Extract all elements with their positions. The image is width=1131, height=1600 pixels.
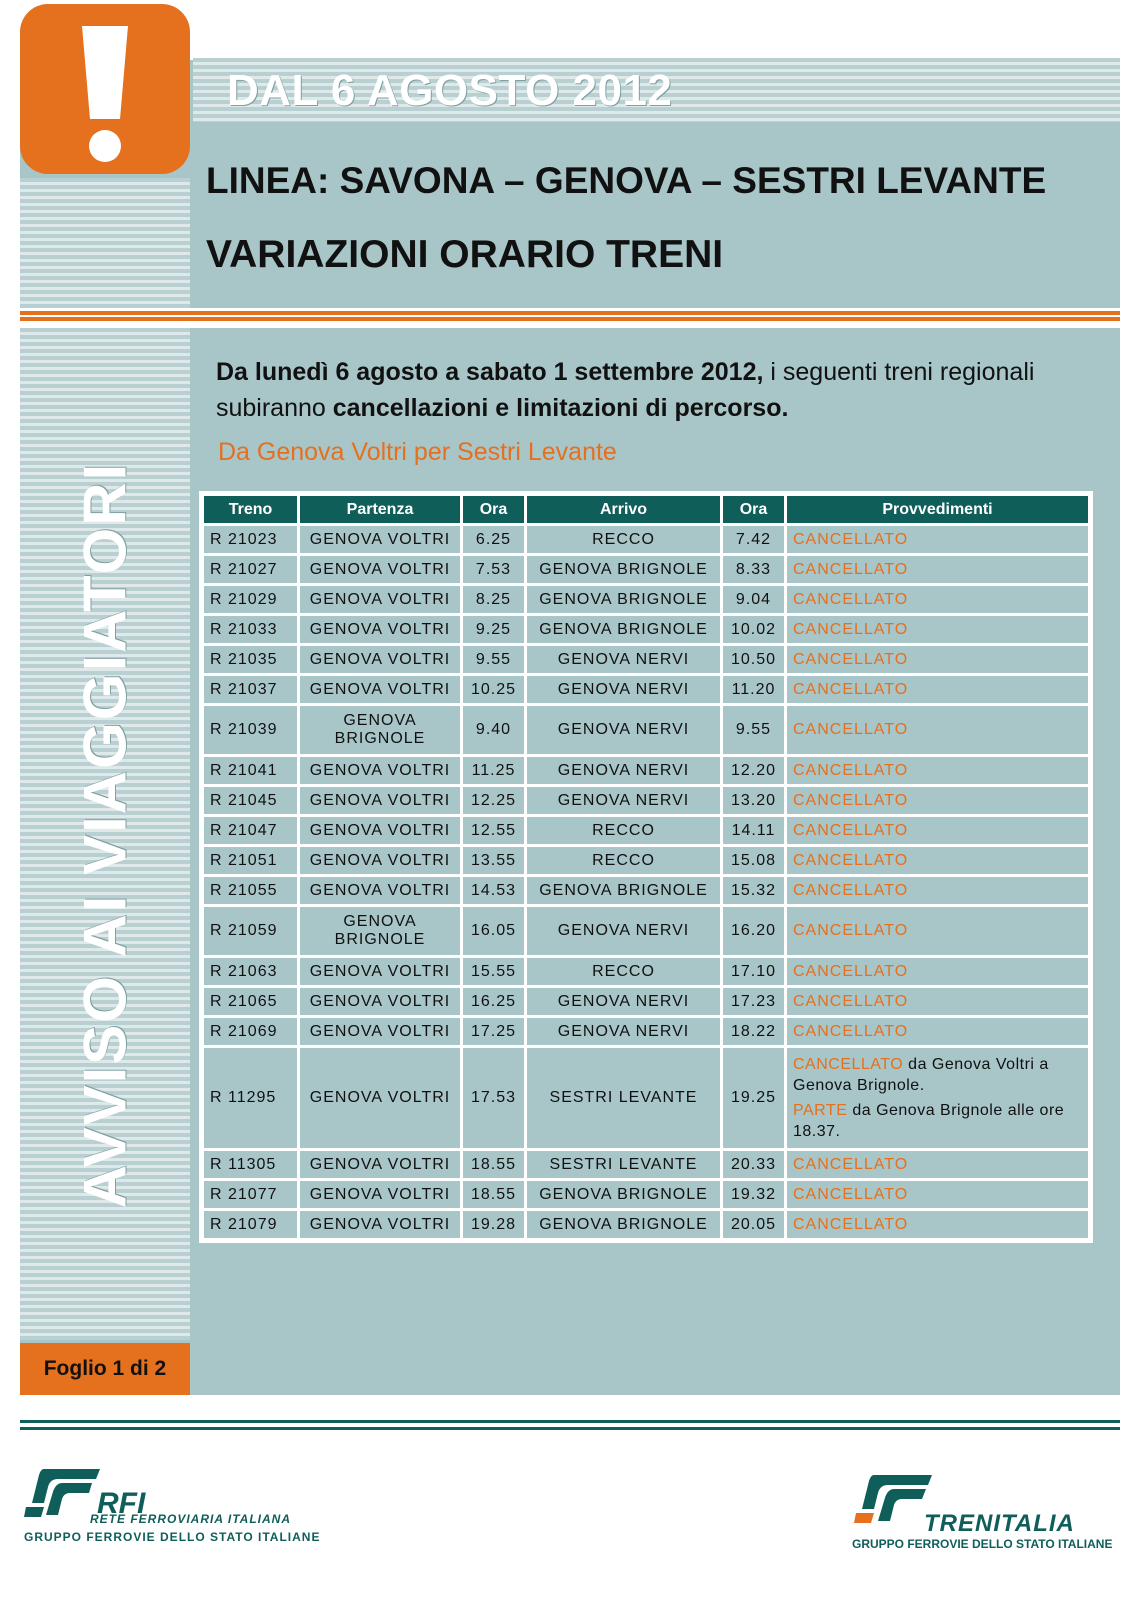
- cell-arr-time: 13.20: [723, 787, 784, 814]
- cell-departure: GENOVA VOLTRI: [300, 1181, 460, 1208]
- cell-arrival: RECCO: [527, 958, 720, 985]
- cell-measure: CANCELLATO: [787, 877, 1088, 904]
- cell-dep-time: 16.05: [463, 907, 524, 955]
- cell-dep-time: 19.28: [463, 1211, 524, 1238]
- cell-arr-time: 20.05: [723, 1211, 784, 1238]
- cell-departure: GENOVA VOLTRI: [300, 958, 460, 985]
- cell-train: R 21023: [204, 526, 297, 553]
- table-row: [204, 1151, 1088, 1178]
- cell-train: R 21047: [204, 817, 297, 844]
- cell-arr-time: 20.33: [723, 1151, 784, 1178]
- trenitalia-group: GRUPPO FERROVIE DELLO STATO ITALIANE: [852, 1537, 1113, 1551]
- cell-departure: GENOVA VOLTRI: [300, 676, 460, 703]
- cell-arrival: GENOVA NERVI: [527, 1018, 720, 1045]
- cell-arr-time: 10.50: [723, 646, 784, 673]
- table-row: [204, 817, 1088, 844]
- cell-arrival: GENOVA NERVI: [527, 988, 720, 1015]
- cell-arrival: GENOVA NERVI: [527, 646, 720, 673]
- measure-line: [793, 1100, 1082, 1142]
- cell-dep-time: 9.40: [463, 706, 524, 754]
- cell-dep-time: 14.53: [463, 877, 524, 904]
- cell-departure: GENOVA BRIGNOLE: [300, 907, 460, 955]
- cell-train: R 21051: [204, 847, 297, 874]
- table-row: [204, 1048, 1088, 1148]
- cell-dep-time: 12.55: [463, 817, 524, 844]
- rfi-group: GRUPPO FERROVIE DELLO STATO ITALIANE: [24, 1530, 321, 1544]
- cell-dep-time: 10.25: [463, 676, 524, 703]
- cell-arrival: GENOVA BRIGNOLE: [527, 877, 720, 904]
- measure-keyword: PARTE: [793, 1102, 848, 1119]
- rfi-name: RFI: [97, 1487, 146, 1520]
- cell-train: R 21039: [204, 706, 297, 754]
- line-title: LINEA: SAVONA – GENOVA – SESTRI LEVANTE: [206, 160, 1047, 201]
- cell-measure: CANCELLATO: [787, 586, 1088, 613]
- cell-arr-time: 17.23: [723, 988, 784, 1015]
- cell-dep-time: 12.25: [463, 787, 524, 814]
- cell-measure: CANCELLATO: [787, 646, 1088, 673]
- measure-detail: da Genova Brignole alle ore 18.37.: [793, 1102, 1065, 1140]
- cell-arr-time: 14.11: [723, 817, 784, 844]
- table-row: [204, 1018, 1088, 1045]
- cell-departure: GENOVA VOLTRI: [300, 1018, 460, 1045]
- cell-departure: GENOVA BRIGNOLE: [300, 706, 460, 754]
- intro-effect: cancellazioni e limitazioni di percorso.: [332, 394, 789, 422]
- intro-middle: i seguenti treni regionali subiranno: [216, 358, 1035, 422]
- header-ora-arrivo: Ora: [723, 496, 784, 523]
- variation-title: VARIAZIONI ORARIO TRENI: [206, 233, 724, 276]
- table-row: [204, 556, 1088, 583]
- table-row: [204, 586, 1088, 613]
- cell-dep-time: 7.53: [463, 556, 524, 583]
- cell-departure: GENOVA VOLTRI: [300, 817, 460, 844]
- cell-arr-time: 16.20: [723, 907, 784, 955]
- cell-arrival: GENOVA NERVI: [527, 787, 720, 814]
- cell-train: R 21041: [204, 757, 297, 784]
- cell-departure: GENOVA VOLTRI: [300, 646, 460, 673]
- route-title: Da Genova Voltri per Sestri Levante: [218, 438, 617, 466]
- table-row: [204, 646, 1088, 673]
- cell-departure: GENOVA VOLTRI: [300, 1151, 460, 1178]
- cell-arr-time: 9.55: [723, 706, 784, 754]
- cell-arr-time: 12.20: [723, 757, 784, 784]
- measure-detail: da Genova Voltri a Genova Brignole.: [793, 1056, 1049, 1094]
- table-row: [204, 757, 1088, 784]
- cell-measure: CANCELLATO: [787, 757, 1088, 784]
- cell-measure: CANCELLATO: [787, 847, 1088, 874]
- cell-train: R 21077: [204, 1181, 297, 1208]
- cell-measure: [787, 1048, 1088, 1148]
- cell-dep-time: 9.55: [463, 646, 524, 673]
- cell-departure: GENOVA VOLTRI: [300, 616, 460, 643]
- cell-departure: GENOVA VOLTRI: [300, 526, 460, 553]
- header-provvedimenti: Provvedimenti: [787, 496, 1088, 523]
- cell-arrival: GENOVA NERVI: [527, 757, 720, 784]
- cell-dep-time: 18.55: [463, 1151, 524, 1178]
- cell-dep-time: 11.25: [463, 757, 524, 784]
- cell-dep-time: 9.25: [463, 616, 524, 643]
- table-row: [204, 1181, 1088, 1208]
- table-row: [204, 526, 1088, 553]
- cell-arrival: GENOVA BRIGNOLE: [527, 1181, 720, 1208]
- footer-separator: [20, 1420, 1120, 1434]
- cell-arr-time: 19.32: [723, 1181, 784, 1208]
- cell-arrival: RECCO: [527, 847, 720, 874]
- cell-train: R 21079: [204, 1211, 297, 1238]
- notice-date: DAL 6 AGOSTO 2012: [227, 66, 673, 115]
- trenitalia-name: TRENITALIA: [924, 1510, 1075, 1537]
- measure-line: [793, 1054, 1082, 1096]
- cell-arrival: GENOVA BRIGNOLE: [527, 1211, 720, 1238]
- cell-train: R 21063: [204, 958, 297, 985]
- cell-train: R 21027: [204, 556, 297, 583]
- cell-arr-time: 11.20: [723, 676, 784, 703]
- table-row: [204, 616, 1088, 643]
- cell-arrival: GENOVA NERVI: [527, 676, 720, 703]
- cell-measure: CANCELLATO: [787, 616, 1088, 643]
- table-row: [204, 907, 1088, 955]
- cell-train: R 11295: [204, 1048, 297, 1148]
- cell-measure: CANCELLATO: [787, 1151, 1088, 1178]
- cell-arrival: RECCO: [527, 817, 720, 844]
- cell-train: R 21069: [204, 1018, 297, 1045]
- header-partenza: Partenza: [300, 496, 460, 523]
- cell-train: R 21059: [204, 907, 297, 955]
- cell-dep-time: 17.53: [463, 1048, 524, 1148]
- cell-measure: CANCELLATO: [787, 1211, 1088, 1238]
- cell-departure: GENOVA VOLTRI: [300, 988, 460, 1015]
- cell-arrival: SESTRI LEVANTE: [527, 1151, 720, 1178]
- cell-departure: GENOVA VOLTRI: [300, 586, 460, 613]
- cell-dep-time: 18.55: [463, 1181, 524, 1208]
- cell-arr-time: 9.04: [723, 586, 784, 613]
- train-table: [201, 493, 1091, 1241]
- cell-dep-time: 16.25: [463, 988, 524, 1015]
- header-ora-partenza: Ora: [463, 496, 524, 523]
- table-row: [204, 706, 1088, 754]
- cell-arr-time: 15.32: [723, 877, 784, 904]
- cell-departure: GENOVA VOLTRI: [300, 757, 460, 784]
- cell-dep-time: 8.25: [463, 586, 524, 613]
- table-row: [204, 787, 1088, 814]
- table-row: [204, 988, 1088, 1015]
- intro-text: [216, 354, 1096, 426]
- cell-measure: CANCELLATO: [787, 817, 1088, 844]
- cell-arr-time: 18.22: [723, 1018, 784, 1045]
- table-row: [204, 958, 1088, 985]
- table-row: [204, 877, 1088, 904]
- cell-departure: GENOVA VOLTRI: [300, 847, 460, 874]
- cell-measure: CANCELLATO: [787, 787, 1088, 814]
- cell-arrival: GENOVA BRIGNOLE: [527, 556, 720, 583]
- table-row: [204, 1211, 1088, 1238]
- cell-train: R 21037: [204, 676, 297, 703]
- cell-train: R 11305: [204, 1151, 297, 1178]
- cell-departure: GENOVA VOLTRI: [300, 787, 460, 814]
- table-row: [204, 676, 1088, 703]
- cell-measure: CANCELLATO: [787, 958, 1088, 985]
- cell-arr-time: 17.10: [723, 958, 784, 985]
- cell-departure: GENOVA VOLTRI: [300, 1211, 460, 1238]
- cell-dep-time: 13.55: [463, 847, 524, 874]
- table-row: [204, 847, 1088, 874]
- cell-measure: CANCELLATO: [787, 988, 1088, 1015]
- cell-arrival: SESTRI LEVANTE: [527, 1048, 720, 1148]
- cell-arr-time: 19.25: [723, 1048, 784, 1148]
- cell-departure: GENOVA VOLTRI: [300, 1048, 460, 1148]
- fs-logo-icon: [850, 1473, 934, 1536]
- table-header-row: [204, 496, 1088, 523]
- cell-train: R 21045: [204, 787, 297, 814]
- cell-arrival: RECCO: [527, 526, 720, 553]
- cell-arr-time: 15.08: [723, 847, 784, 874]
- cell-arrival: GENOVA NERVI: [527, 907, 720, 955]
- cell-train: R 21055: [204, 877, 297, 904]
- orange-separator: [20, 311, 1120, 325]
- cell-measure: CANCELLATO: [787, 676, 1088, 703]
- cell-arrival: GENOVA BRIGNOLE: [527, 616, 720, 643]
- cell-dep-time: 15.55: [463, 958, 524, 985]
- cell-train: R 21035: [204, 646, 297, 673]
- cell-train: R 21033: [204, 616, 297, 643]
- cell-arrival: GENOVA NERVI: [527, 706, 720, 754]
- sheet-indicator: Foglio 1 di 2: [20, 1343, 190, 1395]
- sidebar-vertical-title: AVVISO AI VIAGGIATORI: [71, 461, 139, 1209]
- intro-dates: Da lunedì 6 agosto a sabato 1 settembre 2012,: [216, 358, 764, 386]
- header-stripes: [20, 178, 190, 308]
- cell-departure: GENOVA VOLTRI: [300, 877, 460, 904]
- cell-departure: GENOVA VOLTRI: [300, 556, 460, 583]
- cell-arr-time: 10.02: [723, 616, 784, 643]
- cell-measure: CANCELLATO: [787, 706, 1088, 754]
- exclamation-icon: [20, 4, 190, 174]
- cell-dep-time: 17.25: [463, 1018, 524, 1045]
- cell-arr-time: 7.42: [723, 526, 784, 553]
- header-treno: Treno: [204, 496, 297, 523]
- cell-measure: CANCELLATO: [787, 1018, 1088, 1045]
- measure-keyword: CANCELLATO: [793, 1056, 904, 1073]
- cell-measure: CANCELLATO: [787, 1181, 1088, 1208]
- cell-measure: CANCELLATO: [787, 556, 1088, 583]
- cell-train: R 21029: [204, 586, 297, 613]
- cell-measure: CANCELLATO: [787, 526, 1088, 553]
- cell-train: R 21065: [204, 988, 297, 1015]
- rfi-subtitle: RETE FERROVIARIA ITALIANA: [90, 1512, 291, 1526]
- train-table-container: [199, 491, 1093, 1243]
- cell-arr-time: 8.33: [723, 556, 784, 583]
- header-arrivo: Arrivo: [527, 496, 720, 523]
- cell-dep-time: 6.25: [463, 526, 524, 553]
- cell-measure: CANCELLATO: [787, 907, 1088, 955]
- cell-arrival: GENOVA BRIGNOLE: [527, 586, 720, 613]
